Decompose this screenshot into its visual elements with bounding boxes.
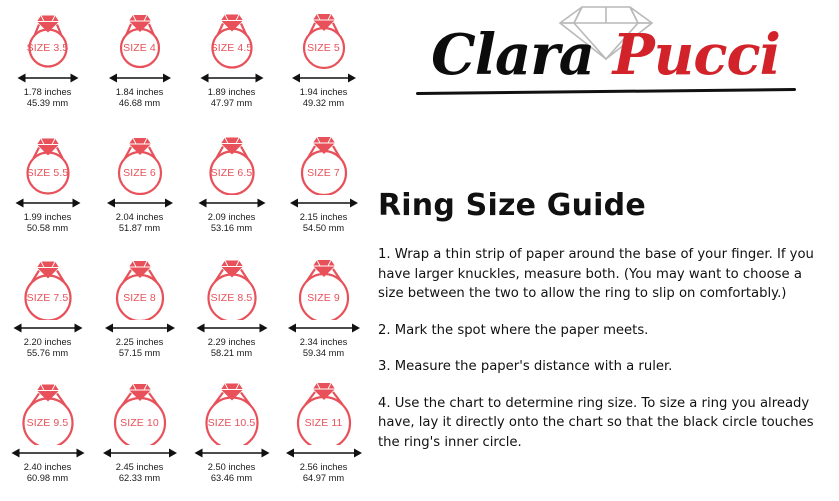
measurement-inches: 2.29 inches xyxy=(207,337,256,347)
diameter-arrow-icon xyxy=(194,321,270,335)
measurement-mm: 59.34 mm xyxy=(302,348,345,359)
measurement-inches: 2.40 inches xyxy=(23,462,72,472)
ring-measurement xyxy=(208,462,256,485)
ring-size-label: SIZE 8 xyxy=(123,292,156,304)
ring-size-cell xyxy=(2,2,93,122)
brand-name-pucci: Pucci xyxy=(612,22,780,88)
ring-size-label: SIZE 6 xyxy=(123,167,156,179)
measurement-inches: 2.34 inches xyxy=(299,337,348,347)
diameter-arrow-icon xyxy=(102,196,178,210)
ring-measurement xyxy=(208,212,256,235)
diameter-arrow-icon xyxy=(10,71,86,85)
ring-size-cell xyxy=(94,377,185,497)
measurement-inches: 1.78 inches xyxy=(23,87,72,97)
measurement-inches: 2.15 inches xyxy=(299,212,348,222)
guide-step-3: 3. Measure the paper's distance with a ruler. xyxy=(378,359,673,374)
ring-size-cell xyxy=(94,252,185,372)
brand-name-clara: Clara xyxy=(431,22,595,88)
ring-size-label: SIZE 7.5 xyxy=(26,292,69,304)
ring-size-label: SIZE 9.5 xyxy=(26,417,69,429)
brand-wordmark xyxy=(378,22,833,88)
ring-size-cell xyxy=(2,377,93,497)
measurement-mm: 46.68 mm xyxy=(118,98,161,109)
diameter-arrow-icon xyxy=(286,321,362,335)
ring-illustration xyxy=(101,379,179,445)
measurement-mm: 58.21 mm xyxy=(210,348,253,359)
ring-measurement xyxy=(116,462,164,485)
ring-illustration xyxy=(193,4,271,70)
ring-size-label: SIZE 11 xyxy=(304,417,343,429)
measurement-mm: 53.16 mm xyxy=(210,223,253,234)
measurement-mm: 55.76 mm xyxy=(26,348,69,359)
measurement-mm: 57.15 mm xyxy=(118,348,161,359)
ring-illustration xyxy=(193,254,271,320)
ring-size-label: SIZE 9 xyxy=(307,292,340,304)
measurement-mm: 47.97 mm xyxy=(210,98,253,109)
measurement-mm: 49.32 mm xyxy=(302,98,345,109)
measurement-inches: 2.50 inches xyxy=(207,462,256,472)
measurement-inches: 2.45 inches xyxy=(115,462,164,472)
ring-size-label: SIZE 10 xyxy=(120,417,159,429)
diameter-arrow-icon xyxy=(10,196,86,210)
ring-size-cell xyxy=(278,377,369,497)
ring-size-cell xyxy=(94,2,185,122)
ring-measurement xyxy=(300,337,348,360)
ring-illustration xyxy=(9,4,87,70)
ring-measurement xyxy=(116,212,164,235)
measurement-mm: 60.98 mm xyxy=(26,473,69,484)
ring-size-label: SIZE 6.5 xyxy=(210,167,253,179)
measurement-inches: 1.99 inches xyxy=(23,212,72,222)
measurement-inches: 2.56 inches xyxy=(299,462,348,472)
measurement-mm: 45.39 mm xyxy=(26,98,69,109)
ring-measurement xyxy=(300,212,348,235)
measurement-inches: 1.94 inches xyxy=(299,87,348,97)
diameter-arrow-icon xyxy=(102,321,178,335)
page-title: Ring Size Guide xyxy=(378,188,646,223)
ring-size-cell xyxy=(186,377,277,497)
ring-size-label: SIZE 3.5 xyxy=(26,42,69,54)
ring-illustration xyxy=(101,4,179,70)
ring-size-label: SIZE 4 xyxy=(123,42,156,54)
measurement-mm: 62.33 mm xyxy=(118,473,161,484)
diameter-arrow-icon xyxy=(10,446,86,460)
measurement-inches: 2.04 inches xyxy=(115,212,164,222)
guide-step-1: 1. Wrap a thin strip of paper around the base of your finger. If you have larger knuckles, measure both. (You may want to choose a size between the two to allow the ring to slip on comfortably.) xyxy=(378,247,814,301)
measurement-mm: 64.97 mm xyxy=(302,473,345,484)
ring-size-label: SIZE 8.5 xyxy=(210,292,253,304)
ring-size-cell xyxy=(186,2,277,122)
ring-size-cell xyxy=(278,252,369,372)
diameter-arrow-icon xyxy=(102,446,178,460)
ring-measurement xyxy=(24,337,72,360)
ring-illustration xyxy=(285,129,363,195)
brand-logo xyxy=(378,0,833,118)
measurement-mm: 50.58 mm xyxy=(26,223,69,234)
ring-illustration xyxy=(101,254,179,320)
ring-illustration xyxy=(193,379,271,445)
ring-size-chart xyxy=(0,0,366,501)
ring-size-label: SIZE 10.5 xyxy=(207,417,256,429)
ring-size-cell xyxy=(2,127,93,247)
ring-illustration xyxy=(9,379,87,445)
ring-illustration xyxy=(9,254,87,320)
ring-measurement xyxy=(116,87,164,110)
guide-step-4: 4. Use the chart to determine ring size. To size a ring you already have, lay it directly onto the chart so that the black circle touches the ring's inner circle. xyxy=(378,395,814,450)
ring-illustration xyxy=(9,129,87,195)
diameter-arrow-icon xyxy=(194,446,270,460)
ring-size-label: SIZE 5 xyxy=(307,42,340,54)
ring-size-cell xyxy=(186,252,277,372)
measurement-inches: 2.09 inches xyxy=(207,212,256,222)
measurement-inches: 2.20 inches xyxy=(23,337,72,347)
measurement-inches: 2.25 inches xyxy=(115,337,164,347)
ring-measurement xyxy=(300,462,348,485)
ring-illustration xyxy=(285,4,363,70)
ring-illustration xyxy=(285,254,363,320)
ring-size-label: SIZE 4.5 xyxy=(210,42,253,54)
measurement-mm: 51.87 mm xyxy=(118,223,161,234)
ring-measurement xyxy=(116,337,164,360)
ring-size-cell xyxy=(278,2,369,122)
ring-size-label: SIZE 5.5 xyxy=(26,167,69,179)
measurement-mm: 63.46 mm xyxy=(210,473,253,484)
ring-size-cell xyxy=(94,127,185,247)
diameter-arrow-icon xyxy=(286,446,362,460)
diameter-arrow-icon xyxy=(194,71,270,85)
ring-size-cell xyxy=(278,127,369,247)
logo-underline-divider xyxy=(416,88,796,95)
guide-section xyxy=(378,188,826,452)
ring-size-cell xyxy=(2,252,93,372)
measurement-inches: 1.89 inches xyxy=(207,87,256,97)
ring-measurement xyxy=(208,337,256,360)
diameter-arrow-icon xyxy=(10,321,86,335)
measurement-inches: 1.84 inches xyxy=(115,87,164,97)
ring-illustration xyxy=(101,129,179,195)
diameter-arrow-icon xyxy=(286,71,362,85)
ring-illustration xyxy=(285,379,363,445)
ring-measurement xyxy=(24,87,72,110)
guide-step-2: 2. Mark the spot where the paper meets. xyxy=(378,322,649,338)
ring-measurement xyxy=(208,87,256,110)
diameter-arrow-icon xyxy=(102,71,178,85)
ring-measurement xyxy=(24,212,72,235)
measurement-mm: 54.50 mm xyxy=(302,223,345,234)
ring-size-label: SIZE 7 xyxy=(307,167,340,179)
diameter-arrow-icon xyxy=(194,196,270,210)
ring-size-cell xyxy=(186,127,277,247)
diameter-arrow-icon xyxy=(286,196,362,210)
ring-illustration xyxy=(193,129,271,195)
ring-measurement xyxy=(24,462,72,485)
ring-measurement xyxy=(300,87,348,110)
